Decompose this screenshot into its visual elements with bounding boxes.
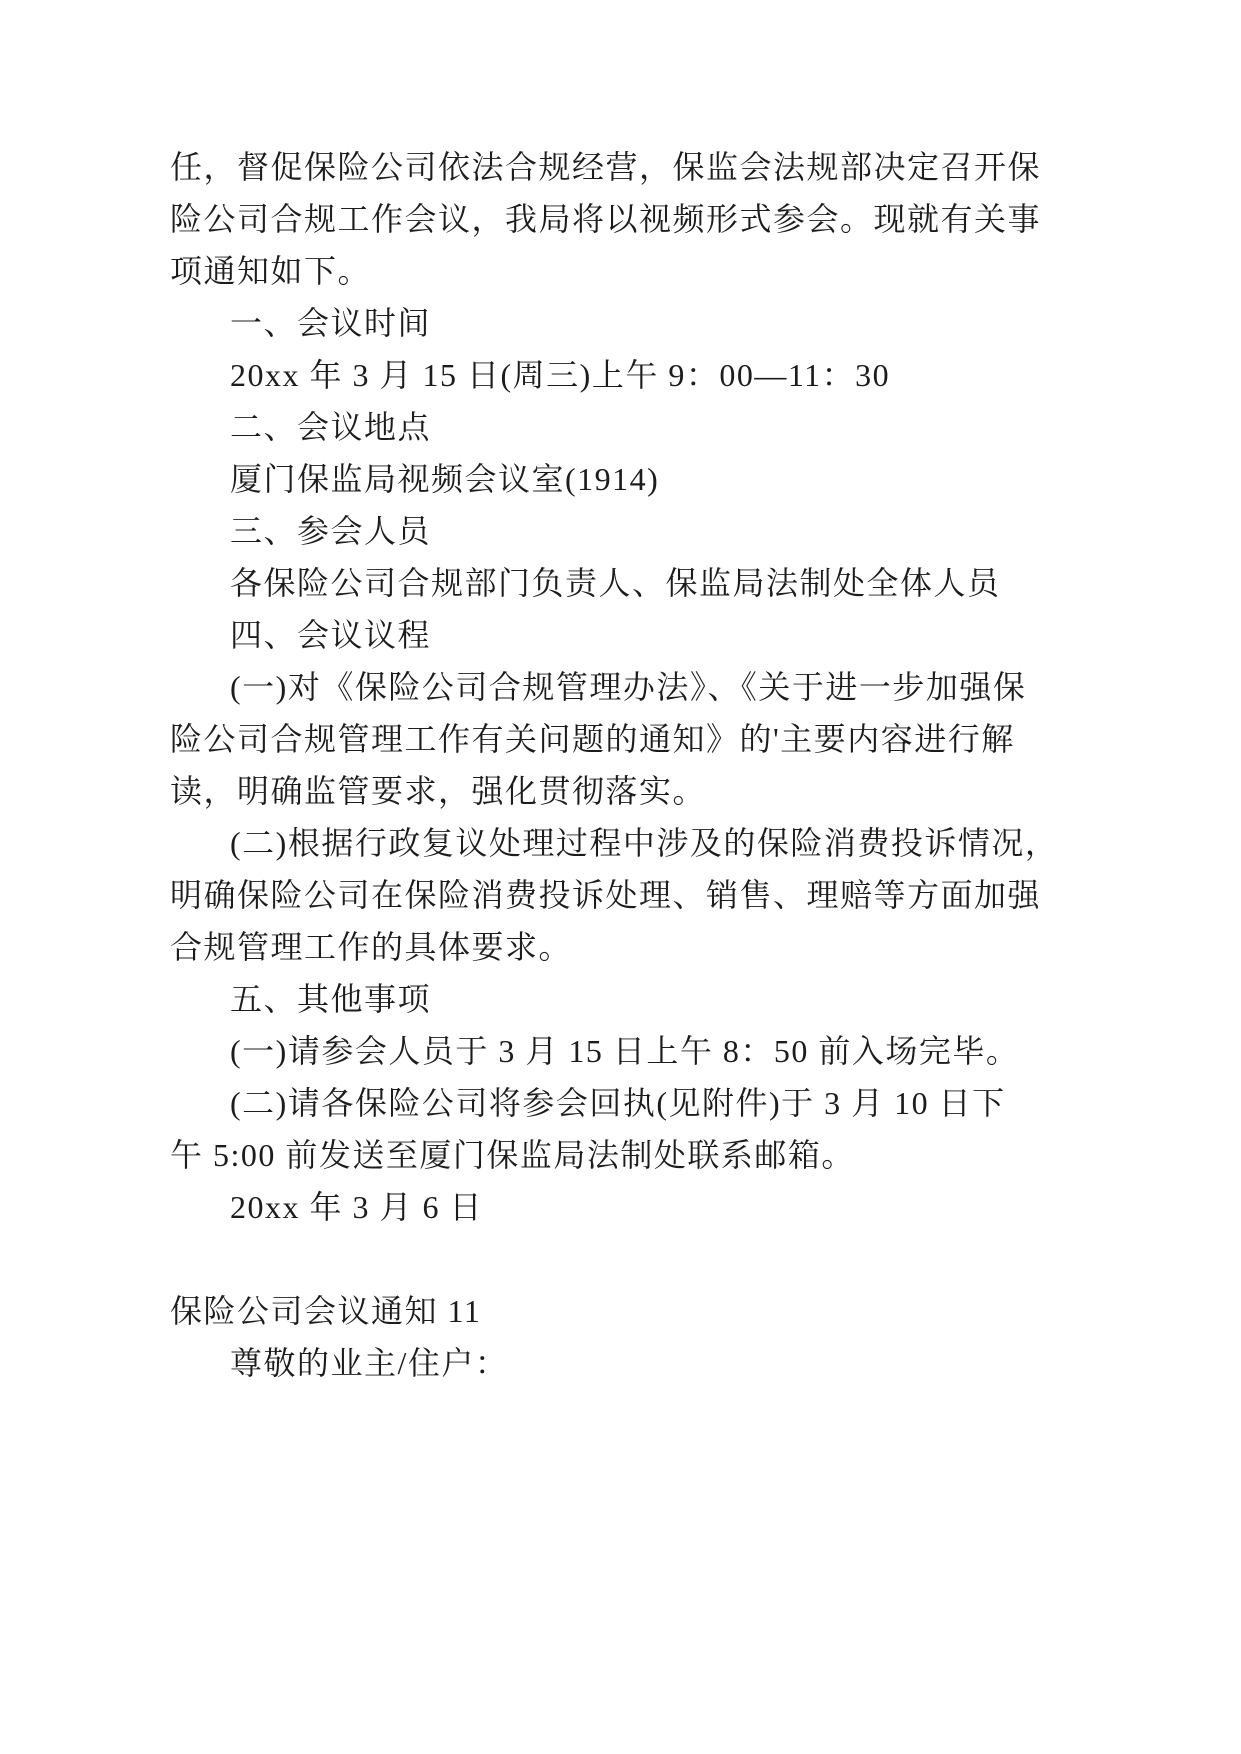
notice-date: 20xx 年 3 月 6 日 [230,1189,484,1225]
next-notice-title: 保险公司会议通知 11 [170,1293,482,1329]
section-heading-other: 五、其他事项 [230,981,432,1017]
agenda-item-1-line: (一)对《保险公司合规管理办法》、《关于进一步加强保 [230,669,1027,705]
meeting-time-text: 20xx 年 3 月 15 日(周三)上午 9：00—11：30 [230,357,891,393]
meeting-location-text: 厦门保监局视频会议室(1914) [230,461,660,497]
section-heading-time: 一、会议时间 [230,305,432,341]
intro-line: 险公司合规工作会议，我局将以视频形式参会。现就有关事 [170,201,1042,237]
attendees-text: 各保险公司合规部门负责人、保监局法制处全体人员 [230,565,1001,601]
intro-line: 项通知如下。 [170,253,372,289]
agenda-item-1-line: 险公司合规管理工作有关问题的通知》的'主要内容进行解 [170,721,1015,757]
section-heading-attendees: 三、参会人员 [230,513,432,549]
agenda-item-2-line: (二)根据行政复议处理过程中涉及的保险消费投诉情况， [230,825,1059,861]
intro-line: 任，督促保险公司依法合规经营，保监会法规部决定召开保 [170,149,1042,185]
salutation: 尊敬的业主/住户： [230,1345,509,1381]
other-item-2-line: (二)请各保险公司将参会回执(见附件)于 3 月 10 日下 [230,1085,1006,1121]
other-item-2-line: 午 5:00 前发送至厦门保监局法制处联系邮箱。 [170,1137,855,1173]
other-item-1-line: (一)请参会人员于 3 月 15 日上午 8：50 前入场完毕。 [230,1033,1020,1069]
section-heading-location: 二、会议地点 [230,409,432,445]
agenda-item-2-line: 合规管理工作的具体要求。 [170,929,573,965]
document-body [170,141,1170,1389]
blank-line [170,1233,1170,1285]
agenda-item-1-line: 读，明确监管要求，强化贯彻落实。 [170,773,707,809]
agenda-item-2-line: 明确保险公司在保险消费投诉处理、销售、理赔等方面加强 [170,877,1042,913]
section-heading-agenda: 四、会议议程 [230,617,432,653]
